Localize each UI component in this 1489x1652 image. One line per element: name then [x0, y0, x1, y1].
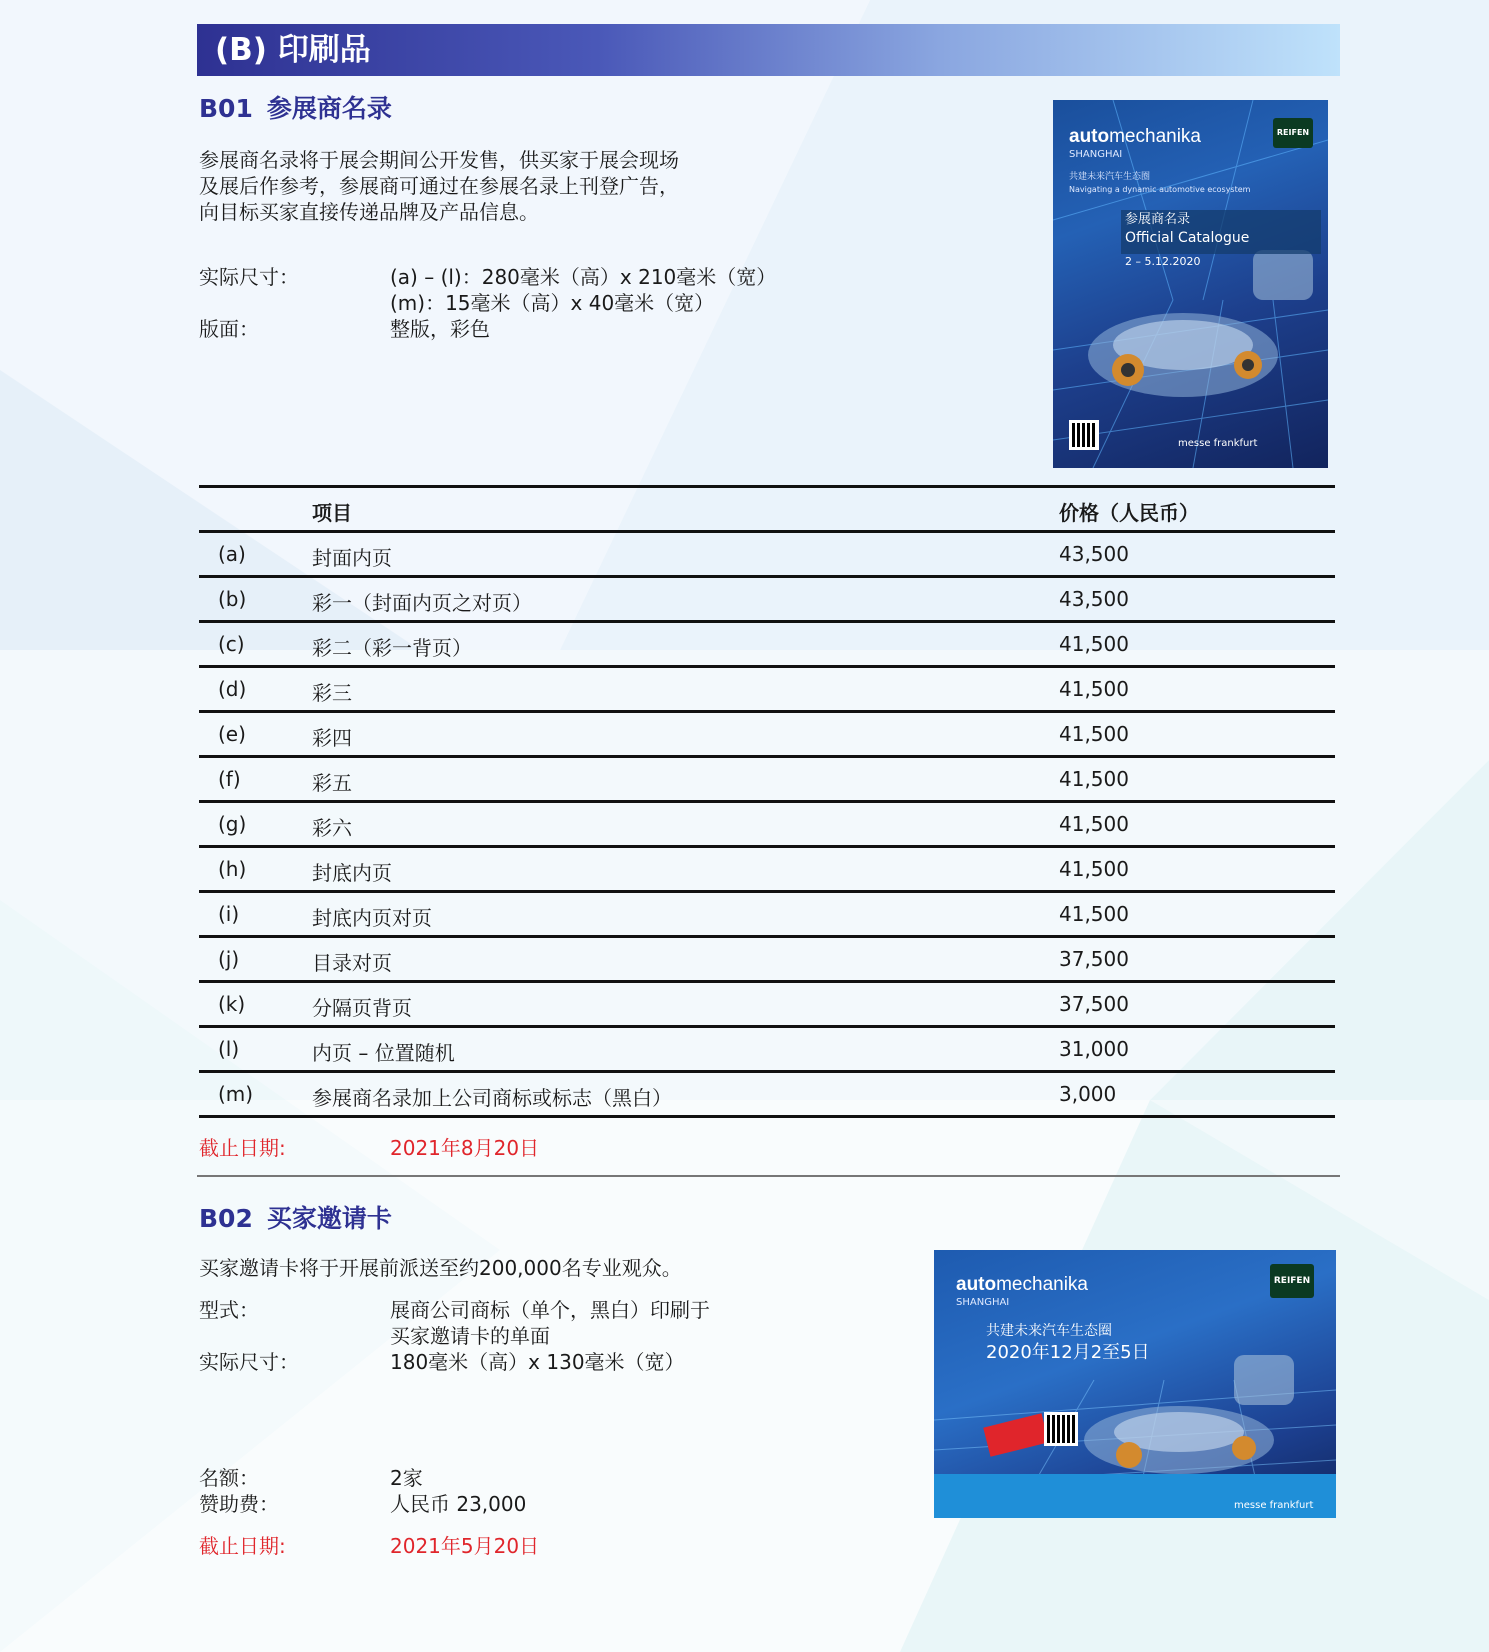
card-qr-code — [1044, 1412, 1078, 1446]
catalogue-cover-image — [1053, 100, 1328, 468]
card-organizer: messe frankfurt — [1234, 1500, 1314, 1511]
row-code: (m) — [218, 1082, 254, 1106]
row-item: 封面内页 — [312, 546, 392, 570]
table-row — [199, 983, 1335, 1028]
b01-size-value: (a) – (l)：280毫米（高）x 210毫米（宽） — [390, 265, 777, 289]
row-item: 分隔页背页 — [312, 996, 412, 1020]
cover-dates: 2 – 5.12.2020 — [1125, 255, 1201, 268]
b01-layout-label: 版面： — [199, 317, 259, 341]
row-item: 彩二（彩一背页） — [312, 636, 472, 660]
row-code: (k) — [218, 992, 246, 1016]
row-code: (e) — [218, 722, 246, 746]
cover-organizer: messe frankfurt — [1178, 438, 1258, 449]
row-price: 37,500 — [1059, 992, 1129, 1016]
row-code: (b) — [218, 587, 247, 611]
row-code: (l) — [218, 1037, 240, 1061]
table-row — [199, 1028, 1335, 1073]
reifen-logo: REIFEN — [1273, 118, 1313, 148]
card-reifen-logo: REIFEN — [1270, 1264, 1314, 1298]
cover-catalogue-cn: 参展商名录 — [1125, 212, 1191, 227]
cover-brand — [1069, 126, 1201, 148]
b02-size-label: 实际尺寸： — [199, 1350, 299, 1374]
row-item: 彩五 — [312, 771, 352, 795]
b01-layout-value: 整版，彩色 — [390, 317, 490, 341]
b02-format-value: 展商公司商标（单个，黑白）印刷于 — [390, 1298, 710, 1322]
b02-format-value: 买家邀请卡的单面 — [390, 1324, 550, 1348]
table-row — [199, 803, 1335, 848]
row-code: (f) — [218, 767, 241, 791]
card-slogan-cn: 共建未来汽车生态圈 — [986, 1323, 1112, 1339]
b01-description — [199, 147, 679, 225]
table-row — [199, 668, 1335, 713]
row-code: (d) — [218, 677, 247, 701]
cover-brand-bold: auto — [1069, 126, 1110, 147]
b01-size-label: 实际尺寸： — [199, 265, 299, 289]
cover-slogan-cn: 共建未来汽车生态圈 — [1069, 172, 1151, 182]
row-price: 41,500 — [1059, 902, 1129, 926]
row-code: (h) — [218, 857, 247, 881]
row-price: 43,500 — [1059, 542, 1129, 566]
table-row — [199, 1073, 1335, 1118]
b01-title: 参展商名录 — [266, 94, 392, 123]
table-row — [199, 533, 1335, 578]
b02-quota-value: 2家 — [390, 1466, 423, 1490]
b02-size-value: 180毫米（高）x 130毫米（宽） — [390, 1350, 685, 1374]
row-price: 41,500 — [1059, 677, 1129, 701]
b02-code: B02 — [199, 1204, 253, 1233]
row-item: 参展商名录加上公司商标或标志（黑白） — [312, 1086, 672, 1110]
row-item: 目录对页 — [312, 951, 392, 975]
row-item: 彩四 — [312, 726, 352, 750]
b01-size-value: (m)：15毫米（高）x 40毫米（宽） — [390, 291, 715, 315]
cover-brand-light: mechanika — [1109, 126, 1201, 147]
row-price: 41,500 — [1059, 767, 1129, 791]
card-bottom-band — [934, 1474, 1336, 1518]
cover-city: SHANGHAI — [1069, 149, 1123, 160]
invitation-card-image — [934, 1250, 1336, 1518]
row-price: 37,500 — [1059, 947, 1129, 971]
header-price: 价格（人民币） — [1059, 501, 1199, 525]
row-price: 43,500 — [1059, 587, 1129, 611]
row-price: 31,000 — [1059, 1037, 1129, 1061]
table-row — [199, 848, 1335, 893]
cover-catalogue-en: Official Catalogue — [1125, 230, 1250, 246]
table-header-row — [199, 488, 1335, 533]
b02-format-label: 型式： — [199, 1298, 259, 1322]
row-price: 3,000 — [1059, 1082, 1117, 1106]
b02-title: 买家邀请卡 — [266, 1204, 392, 1233]
cover-slogan-en: Navigating a dynamic automotive ecosystem — [1069, 185, 1251, 194]
card-brand-light: mechanika — [996, 1274, 1088, 1295]
table-row — [199, 893, 1335, 938]
b02-deadline-label: 截止日期: — [199, 1534, 286, 1558]
card-brand — [956, 1274, 1088, 1296]
section-divider — [197, 1175, 1340, 1177]
row-price: 41,500 — [1059, 722, 1129, 746]
b01-description-line: 及展后作参考，参展商可通过在参展名录上刊登广告， — [199, 174, 679, 198]
row-price: 41,500 — [1059, 632, 1129, 656]
row-code: (j) — [218, 947, 240, 971]
row-item: 彩三 — [312, 681, 352, 705]
table-row — [199, 938, 1335, 983]
row-price: 41,500 — [1059, 857, 1129, 881]
row-item: 内页 – 位置随机 — [312, 1041, 455, 1065]
table-row — [199, 623, 1335, 668]
row-code: (g) — [218, 812, 247, 836]
b01-description-line: 向目标买家直接传递品牌及产品信息。 — [199, 200, 539, 224]
row-item: 彩一（封面内页之对页） — [312, 591, 532, 615]
b01-heading — [199, 93, 392, 125]
row-code: (i) — [218, 902, 240, 926]
row-code: (c) — [218, 632, 245, 656]
row-item: 封底内页对页 — [312, 906, 432, 930]
b02-deadline-value: 2021年5月20日 — [390, 1534, 540, 1558]
b01-description-line: 参展商名录将于展会期间公开发售，供买家于展会现场 — [199, 148, 679, 172]
row-code: (a) — [218, 542, 246, 566]
table-row — [199, 758, 1335, 803]
b02-quota-label: 名额： — [199, 1466, 259, 1490]
section-header-bar — [197, 24, 1340, 76]
b02-heading — [199, 1203, 392, 1235]
b01-deadline-value: 2021年8月20日 — [390, 1136, 540, 1160]
row-item: 封底内页 — [312, 861, 392, 885]
table-row — [199, 578, 1335, 623]
table-row — [199, 713, 1335, 758]
card-brand-bold: auto — [956, 1274, 997, 1295]
b02-description: 买家邀请卡将于开展前派送至约200,000名专业观众。 — [199, 1256, 682, 1280]
card-city: SHANGHAI — [956, 1297, 1010, 1308]
section-title: (B) 印刷品 — [215, 32, 371, 68]
price-table — [199, 485, 1335, 1118]
card-dates-cn: 2020年12月2至5日 — [986, 1342, 1150, 1363]
b01-code: B01 — [199, 94, 253, 123]
row-item: 彩六 — [312, 816, 352, 840]
row-price: 41,500 — [1059, 812, 1129, 836]
header-item: 项目 — [312, 501, 352, 525]
cover-qr-code — [1069, 420, 1099, 450]
b01-deadline-label: 截止日期: — [199, 1136, 286, 1160]
b02-fee-label: 赞助费： — [199, 1492, 279, 1516]
b02-fee-value: 人民币 23,000 — [390, 1492, 527, 1516]
